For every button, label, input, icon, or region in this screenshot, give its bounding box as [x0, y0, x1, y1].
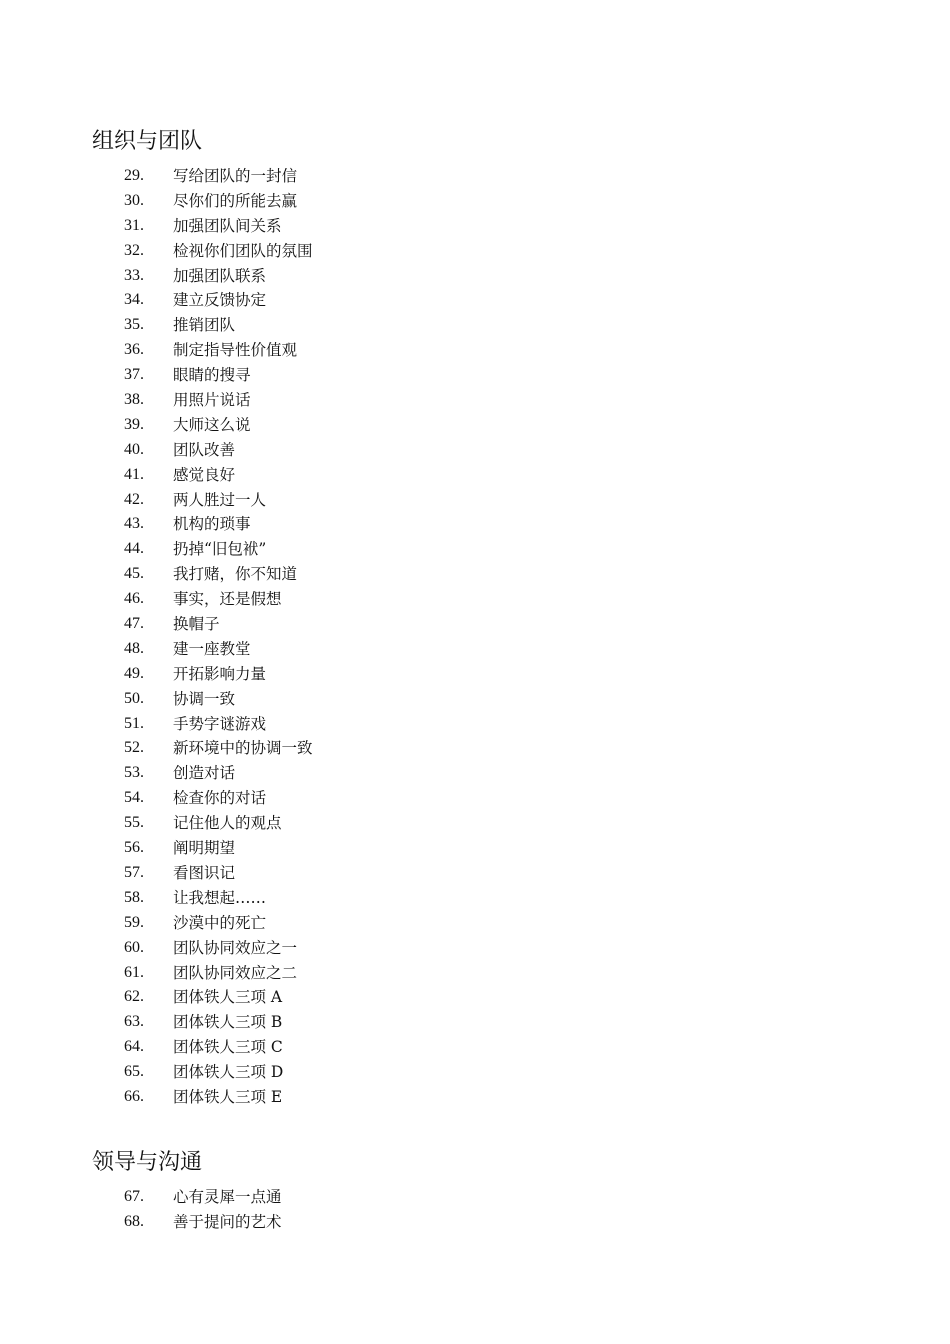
- list-item: [92, 1010, 283, 1035]
- item-title: 心有灵犀一点通: [173, 1188, 282, 1206]
- item-number: 62.: [124, 988, 144, 1006]
- item-number: 30.: [124, 191, 144, 209]
- item-number: 53.: [124, 764, 144, 782]
- item-number: 52.: [124, 739, 144, 757]
- list-item: [92, 363, 251, 388]
- item-number: 40.: [124, 440, 144, 458]
- item-title: 看图识记: [173, 863, 236, 882]
- list-item: [92, 736, 313, 761]
- list-item: [92, 264, 267, 289]
- list-item: [92, 961, 298, 986]
- list-item: [92, 811, 282, 836]
- item-title: 用照片说话: [173, 391, 251, 410]
- list-item: [92, 164, 298, 189]
- section-organization-team: [92, 126, 313, 1110]
- item-title: 让我想起……: [173, 888, 267, 907]
- item-number: 66.: [124, 1087, 144, 1105]
- list-item: [92, 388, 251, 413]
- item-title: 换帽子: [173, 615, 220, 634]
- list-item: [92, 288, 267, 313]
- list-item: [92, 612, 220, 637]
- item-number: 47.: [124, 615, 144, 633]
- item-number: 41.: [124, 465, 144, 483]
- item-number: 32.: [124, 241, 144, 259]
- item-title: 我打赌，你不知道: [173, 565, 298, 584]
- item-title: 新环境中的协调一致: [173, 739, 313, 758]
- item-title: 团队改善: [173, 440, 236, 459]
- item-list: [92, 164, 313, 1110]
- item-title: 检查你的对话: [173, 789, 267, 808]
- item-number: 49.: [124, 664, 144, 682]
- item-title: 团体铁人三项 C: [173, 1038, 283, 1057]
- item-number: 60.: [124, 938, 144, 956]
- item-title: 沙漠中的死亡: [173, 913, 267, 932]
- item-number: 39.: [124, 415, 144, 433]
- list-item: [92, 761, 236, 786]
- item-title: 团体铁人三项 E: [173, 1087, 283, 1106]
- item-number: 48.: [124, 639, 144, 657]
- item-title: 团体铁人三项 D: [173, 1063, 284, 1082]
- item-number: 58.: [124, 888, 144, 906]
- item-title: 加强团队联系: [173, 266, 267, 285]
- item-number: 46.: [124, 590, 144, 608]
- item-title: 制定指导性价值观: [173, 341, 298, 360]
- item-title: 善于提问的艺术: [173, 1212, 282, 1231]
- item-title: 加强团队间关系: [173, 216, 282, 235]
- item-number: 59.: [124, 913, 144, 931]
- list-item: [92, 985, 283, 1010]
- item-title: 眼睛的搜寻: [173, 366, 251, 385]
- item-number: 67.: [124, 1188, 144, 1205]
- list-item: [92, 911, 267, 936]
- item-number: 38.: [124, 391, 144, 409]
- item-title: 检视你们团队的氛围: [173, 241, 313, 260]
- item-list: [92, 1185, 282, 1235]
- list-item: [92, 488, 267, 513]
- list-item: [92, 239, 313, 264]
- list-item: [92, 936, 298, 961]
- list-item: [92, 687, 236, 712]
- item-number: 29.: [124, 167, 144, 184]
- list-item: [92, 537, 267, 562]
- item-title: 写给团队的一封信: [173, 167, 298, 185]
- list-item: [92, 1185, 282, 1210]
- item-title: 阐明期望: [173, 839, 236, 858]
- list-item: [92, 1085, 283, 1110]
- item-number: 50.: [124, 689, 144, 707]
- item-title: 大师这么说: [173, 415, 251, 434]
- item-title: 团体铁人三项 B: [173, 1013, 283, 1032]
- item-title: 团队协同效应之二: [173, 963, 298, 982]
- item-title: 扔掉“旧包袱”: [173, 540, 267, 559]
- list-item: [92, 189, 298, 214]
- item-title: 尽你们的所能去赢: [173, 191, 298, 210]
- section-leadership-communication: [92, 1147, 282, 1235]
- item-title: 两人胜过一人: [173, 490, 267, 509]
- item-number: 65.: [124, 1063, 144, 1081]
- item-number: 61.: [124, 963, 144, 981]
- item-title: 推销团队: [173, 316, 236, 335]
- item-title: 建立反馈协定: [173, 291, 267, 310]
- list-item: [92, 463, 236, 488]
- list-item: [92, 338, 298, 363]
- list-item: [92, 662, 267, 687]
- item-title: 建一座教堂: [173, 639, 251, 658]
- item-number: 37.: [124, 366, 144, 384]
- item-number: 36.: [124, 341, 144, 359]
- list-item: [92, 512, 251, 537]
- item-title: 感觉良好: [173, 465, 236, 484]
- section-heading: 领导与沟通: [92, 1150, 203, 1175]
- list-item: [92, 413, 251, 438]
- item-number: 68.: [124, 1212, 144, 1230]
- list-item: [92, 1035, 283, 1060]
- item-number: 57.: [124, 863, 144, 881]
- item-title: 记住他人的观点: [173, 814, 282, 833]
- item-number: 33.: [124, 266, 144, 284]
- list-item: [92, 786, 267, 811]
- list-item: [92, 1060, 284, 1085]
- item-title: 创造对话: [173, 764, 236, 783]
- item-title: 事实，还是假想: [173, 590, 282, 609]
- list-item: [92, 562, 298, 587]
- item-number: 64.: [124, 1038, 144, 1056]
- item-number: 54.: [124, 789, 144, 807]
- list-item: [92, 438, 236, 463]
- item-number: 63.: [124, 1013, 144, 1031]
- item-title: 开拓影响力量: [173, 664, 267, 683]
- list-item: [92, 836, 236, 861]
- item-number: 35.: [124, 316, 144, 334]
- item-title: 手势字谜游戏: [173, 714, 267, 733]
- item-title: 机构的琐事: [173, 515, 251, 534]
- item-number: 45.: [124, 565, 144, 583]
- list-item: [92, 587, 282, 612]
- list-item: [92, 861, 236, 886]
- item-number: 42.: [124, 490, 144, 508]
- item-title: 团体铁人三项 A: [173, 988, 283, 1007]
- list-item: [92, 214, 282, 239]
- list-item: [92, 313, 236, 338]
- list-item: [92, 712, 267, 737]
- list-item: [92, 637, 251, 662]
- item-number: 34.: [124, 291, 144, 309]
- item-number: 56.: [124, 839, 144, 857]
- item-title: 协调一致: [173, 689, 236, 708]
- list-item: [92, 886, 267, 911]
- item-number: 44.: [124, 540, 144, 558]
- section-heading: 组织与团队: [92, 129, 203, 154]
- item-number: 43.: [124, 515, 144, 533]
- item-number: 55.: [124, 814, 144, 832]
- item-number: 31.: [124, 216, 144, 234]
- list-item: [92, 1210, 282, 1235]
- item-number: 51.: [124, 714, 144, 732]
- item-title: 团队协同效应之一: [173, 938, 298, 957]
